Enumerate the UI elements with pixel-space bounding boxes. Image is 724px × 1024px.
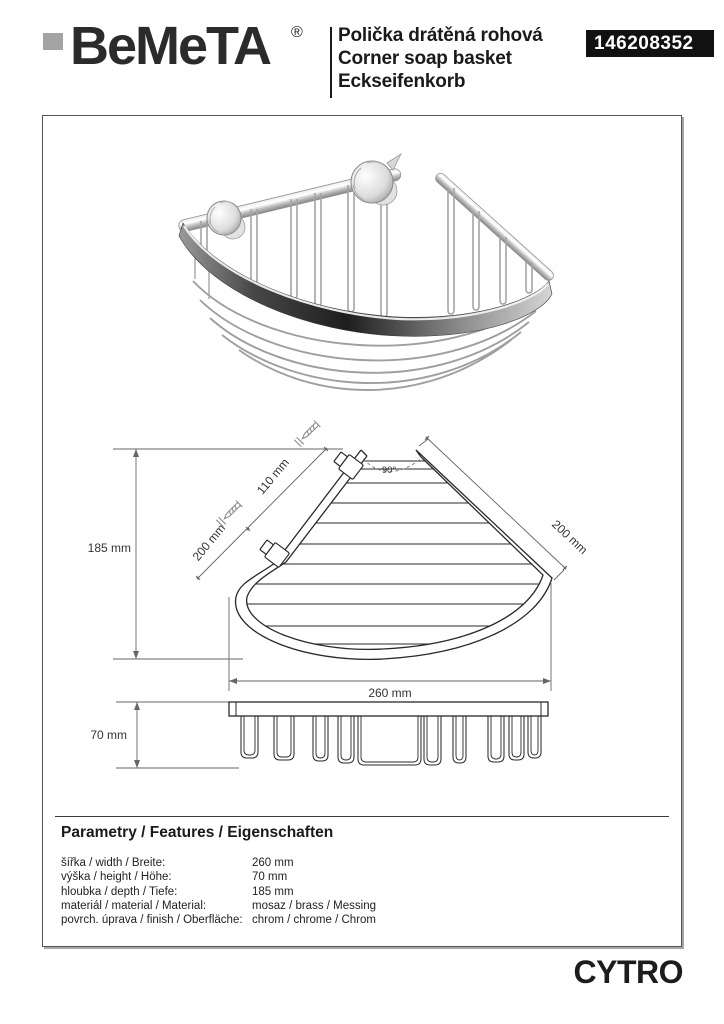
parameters-table	[61, 856, 661, 927]
table-row	[61, 870, 661, 884]
technical-drawing	[43, 401, 683, 776]
product-photo	[121, 141, 621, 411]
dim-angle-label: 90°	[381, 465, 397, 476]
dimension-lines	[113, 436, 567, 768]
param-value-width: 260 mm	[252, 857, 294, 869]
param-label-height: výška / height / Höhe:	[61, 871, 172, 884]
table-row	[61, 856, 661, 870]
right-rail	[434, 171, 556, 282]
series-name: CYTRO	[573, 954, 683, 990]
parameters-divider	[55, 816, 669, 817]
dim-screw-span-label: 110 mm	[253, 455, 292, 498]
dim-right-edge-label: 200 mm	[549, 517, 591, 557]
content-sheet	[42, 115, 682, 947]
param-label-depth: hloubka / depth / Tiefe:	[61, 885, 178, 898]
product-titles	[338, 24, 543, 93]
dim-height-label: 70 mm	[90, 728, 127, 742]
param-label-width: šířka / width / Breite:	[61, 857, 166, 869]
brand-square-icon	[43, 33, 63, 50]
param-value-finish: chrom / chrome / Chrom	[252, 914, 376, 927]
product-title-en: Corner soap basket	[338, 48, 512, 69]
table-row	[61, 885, 661, 899]
bottom-wires	[193, 281, 542, 390]
product-title-de: Eckseifenkorb	[338, 71, 466, 92]
product-code-badge: 146208352	[586, 30, 714, 57]
param-label-finish: povrch. úprava / finish / Oberfläche:	[61, 914, 243, 927]
param-value-depth: 185 mm	[252, 885, 294, 898]
param-value-height: 70 mm	[252, 871, 288, 884]
product-title-cs: Polička drátěná rohová	[338, 25, 543, 46]
brand-logo: BeMeTA	[70, 16, 271, 76]
dim-depth-label: 185 mm	[87, 541, 131, 555]
table-row	[61, 913, 661, 927]
dim-left-edge-label: 200 mm	[189, 521, 229, 564]
table-row	[61, 899, 661, 913]
header-divider	[330, 27, 332, 98]
front-rim	[179, 223, 552, 336]
registered-trademark-icon: ®	[291, 24, 303, 41]
param-value-material: mosaz / brass / Messing	[252, 899, 376, 912]
dim-width-label: 260 mm	[368, 686, 412, 700]
parameters-heading: Parametry / Features / Eigenschaften	[61, 824, 334, 841]
param-label-material: materiál / material / Material:	[61, 899, 207, 912]
side-view	[229, 702, 548, 765]
